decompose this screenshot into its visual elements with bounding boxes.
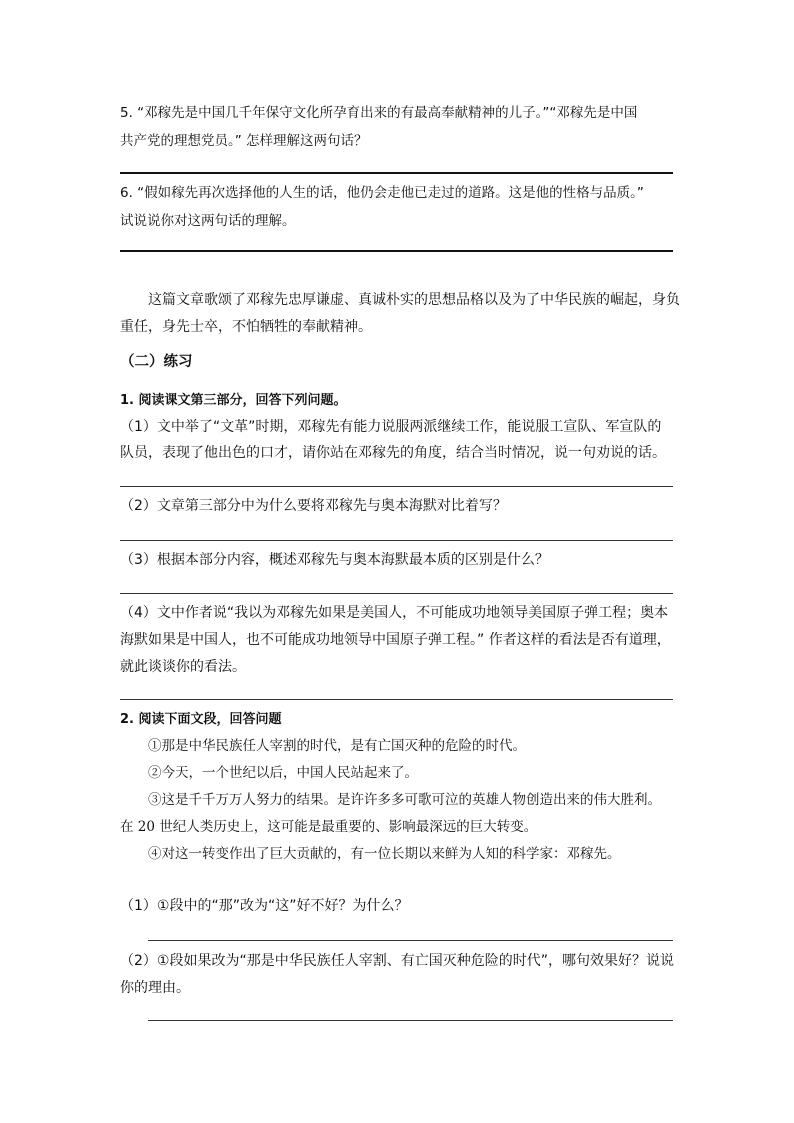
ex2-q2-line-2: 你的理由。 <box>120 980 190 996</box>
ex2-q2-line-1: （2）①段如果改为“那是中华民族任人宰割、有亡国灭种危险的时代”，哪句效果好？说说 <box>120 953 674 969</box>
ex2-paragraph-4: ④对这一转变作出了巨大贡献的，有一位长期以来鲜为人知的科学家：邓稼先。 <box>148 846 621 862</box>
ex1-q4-line-2: 海默如果是中国人，也不可能成功地领导中国原子弹工程。” 作者这样的看法是否有道理， <box>120 632 671 648</box>
ex2-title: 2. 阅读下面文段，回答问题 <box>120 712 282 727</box>
ex2-paragraph-3-line-1: ③这是千千万万人努力的结果。是许许多多可歌可泣的英雄人物创造出来的伟大胜利。 <box>148 792 661 808</box>
practice-heading: （二）练习 <box>120 354 193 370</box>
q6-answer-line[interactable] <box>120 250 673 252</box>
ex1-title: 1. 阅读课文第三部分，回答下列问题。 <box>120 393 347 408</box>
ex2-q1: （1）①段中的“那”改为“这”好不好？为什么？ <box>120 898 409 914</box>
ex1-q2-answer-line[interactable] <box>120 540 673 541</box>
q6-line-2: 试说说你对这两句话的理解。 <box>120 213 296 229</box>
ex1-q3: （3）根据本部分内容，概述邓稼先与奥本海默最本质的区别是什么？ <box>120 552 549 568</box>
ex1-q4-line-1: （4）文中作者说“我以为邓稼先如果是美国人，不可能成功地领导美国原子弹工程；奥本 <box>120 605 669 621</box>
ex2-paragraph-3-line-2: 在 20 世纪人类历史上，这可能是最重要的、影响最深远的巨大转变。 <box>120 819 538 835</box>
summary-line-1: 这篇文章歌颂了邓稼先忠厚谦虚、真诚朴实的思想品格以及为了中华民族的崛起，身负 <box>148 292 680 308</box>
q5-line-1: 5. “邓稼先是中国几千年保守文化所孕育出来的有最高奉献精神的儿子。”“邓稼先是中国 <box>120 105 638 121</box>
ex1-q3-answer-line[interactable] <box>120 593 673 594</box>
ex2-paragraph-2: ②今天，一个世纪以后，中国人民站起来了。 <box>148 765 418 781</box>
ex1-q2: （2）文章第三部分中为什么要将邓稼先与奥本海默对比着写？ <box>120 498 507 514</box>
summary-line-2: 重任，身先士卒，不怕牺牲的奉献精神。 <box>120 319 372 335</box>
q6-line-1: 6. “假如稼先再次选择他的人生的话，他仍会走他已走过的道路。这是他的性格与品质。” <box>120 185 644 201</box>
ex1-q1-line-1: （1）文中举了“文革”时期，邓稼先有能力说服两派继续工作，能说服工宣队、军宣队的 <box>120 419 662 435</box>
ex1-q4-answer-line[interactable] <box>120 699 673 700</box>
ex2-q1-answer-line[interactable] <box>148 940 673 941</box>
ex1-q4-line-3: 就此谈谈你的看法。 <box>120 659 246 675</box>
q5-answer-line[interactable] <box>120 172 673 174</box>
ex2-q2-answer-line[interactable] <box>148 1020 673 1021</box>
ex1-q1-line-2: 队员，表现了他出色的口才，请你站在邓稼先的角度，结合当时情况，说一句劝说的话。 <box>120 445 666 461</box>
ex2-paragraph-1: ①那是中华民族任人宰割的时代，是有亡国灭种的危险的时代。 <box>148 738 526 754</box>
q5-line-2: 共产党的理想党员。” 怎样理解这两句话？ <box>120 133 368 149</box>
ex1-q1-answer-line[interactable] <box>120 486 673 487</box>
